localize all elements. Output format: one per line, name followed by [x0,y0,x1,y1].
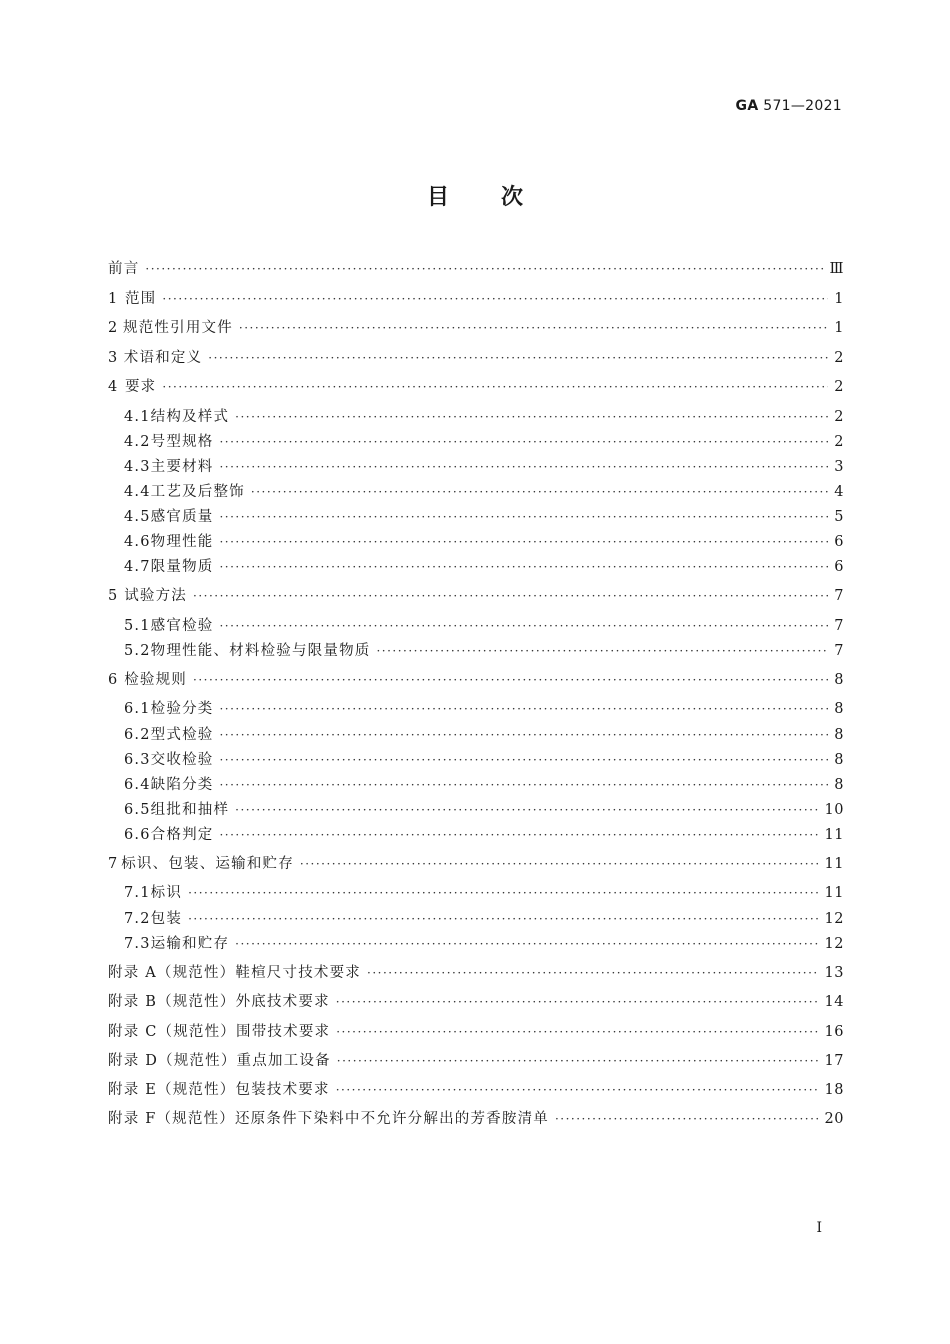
toc-leader-dots [336,1021,818,1043]
toc-entry-label: 检验分类 [150,701,214,717]
toc-entry-page: 6 [834,559,844,575]
toc-entry-number: 4 [108,379,119,395]
toc-leader-dots [193,669,828,691]
toc-entry[interactable] [124,698,844,720]
toc-leader-dots [188,908,818,930]
toc-entry-label: 感官检验 [150,618,214,634]
page-number: I [816,1220,822,1236]
toc-entry-page: 7 [834,618,844,634]
toc-entry[interactable] [108,962,844,984]
toc-entry-number: 6 [108,672,119,688]
toc-title-part2: 次 [501,185,524,210]
toc-entry-page: 7 [834,643,844,659]
toc-entry-label: 主要材料 [150,459,214,475]
toc-entry-label: 范围 [124,291,157,307]
toc-leader-dots [251,481,828,503]
toc-entry-page: 8 [834,752,844,768]
toc-leader-dots [555,1108,819,1130]
toc-entry-number: 4.3 [124,459,151,475]
toc-entry-page: 7 [834,588,844,604]
toc-leader-dots [235,799,818,821]
toc-entry[interactable] [108,585,844,607]
toc-entry[interactable] [124,640,844,662]
toc-leader-dots [193,585,828,607]
toc-entry-label: 缺陷分类 [150,777,214,793]
toc-entry[interactable] [124,799,844,821]
toc-entry-page: 2 [834,409,844,425]
toc-entry-number: 6.2 [124,727,151,743]
toc-entry-label: 限量物质 [150,559,214,575]
toc-entry-label: 规范性引用文件 [123,320,233,336]
toc-entry-number: 附录 C（规范性） [108,1024,237,1040]
toc-entry-number: 6.4 [124,777,151,793]
toc-entry-number: 5.1 [124,618,151,634]
toc-leader-dots [162,376,828,398]
toc-entry-label: 运输和贮存 [150,936,230,952]
toc-leader-dots [219,456,828,478]
toc-entry-page: 14 [824,994,844,1010]
toc-leader-dots [219,431,828,453]
toc-entry-label: 试验方法 [124,588,187,604]
toc-entry[interactable] [108,347,844,369]
toc-entry-number: 7 [108,856,119,872]
toc-entry-page: 12 [824,911,844,927]
toc-entry-page: 2 [834,434,844,450]
toc-leader-dots [300,853,819,875]
toc-entry-page: 10 [824,802,844,818]
toc-entry-page: 8 [834,701,844,717]
toc-entry-label: 术语和定义 [123,350,203,366]
toc-entry[interactable] [124,531,844,553]
toc-entry-label: 物理性能、材料检验与限量物质 [150,643,371,659]
toc-entry[interactable] [124,406,844,428]
toc-entry-number: 5.2 [124,643,151,659]
toc-entry-label: 还原条件下染料中不允许分解出的芳香胺清单 [234,1111,549,1127]
toc-entry[interactable] [108,669,844,691]
toc-leader-dots [219,749,828,771]
toc-entry-number: 4.7 [124,559,151,575]
toc-entry-number: 7.1 [124,885,151,901]
toc-entry[interactable] [124,749,844,771]
toc-leader-dots [188,882,818,904]
toc-entry[interactable] [124,774,844,796]
toc-entry-label: 型式检验 [150,727,214,743]
toc-entry[interactable] [108,1079,844,1101]
toc-entry-page: 6 [834,534,844,550]
toc-entry-label: 感官质量 [150,509,214,525]
toc-entry[interactable] [108,258,844,280]
toc-entry-number: 6.5 [124,802,151,818]
toc-entry-number: 5 [108,588,119,604]
toc-entry-page: 2 [834,350,844,366]
toc-entry[interactable] [124,824,844,846]
toc-entry-number: 4.5 [124,509,151,525]
toc-entry[interactable] [124,506,844,528]
toc-entry-number: 4.6 [124,534,151,550]
toc-leader-dots [376,640,828,662]
toc-leader-dots [219,824,818,846]
toc-entry-number: 6.3 [124,752,151,768]
toc-entry-number: 2 [108,320,119,336]
toc-entry[interactable] [124,933,844,955]
toc-title-part1: 目 [426,185,449,210]
toc-entry-label: 号型规格 [150,434,214,450]
toc-entry-number: 附录 B（规范性） [108,994,236,1010]
toc-entry-page: 20 [824,1111,844,1127]
toc-entry-page: 17 [824,1053,844,1069]
toc-entry-page: 3 [834,459,844,475]
toc-leader-dots [219,556,828,578]
toc-entry-label: 交收检验 [150,752,214,768]
toc-entry[interactable] [124,481,844,503]
toc-leader-dots [337,1050,819,1072]
toc-entry-label: 合格判定 [150,827,214,843]
toc-entry-number: 附录 F（规范性） [108,1111,235,1127]
toc-entry[interactable] [124,724,844,746]
toc-entry-page: 11 [824,827,844,843]
toc-leader-dots [235,406,828,428]
toc-entry-label: 结构及样式 [150,409,230,425]
toc-entry[interactable] [108,1021,844,1043]
toc-entry[interactable] [108,1050,844,1072]
toc-entry-label: 要求 [124,379,157,395]
toc-leader-dots [208,347,828,369]
toc-entry[interactable] [124,556,844,578]
toc-entry-page: 13 [824,965,844,981]
toc-entry-number: 4.2 [124,434,151,450]
toc-entry-number: 1 [108,291,119,307]
toc-entry[interactable] [124,431,844,453]
toc-entry-page: Ⅲ [829,261,844,277]
toc-entry-label: 检验规则 [124,672,187,688]
toc-entry-number: 4.1 [124,409,151,425]
toc-entry-page: 8 [834,672,844,688]
toc-entry-label: 前言 [108,261,140,277]
toc-entry-number: 附录 E（规范性） [108,1082,236,1098]
toc-entry-number: 附录 D（规范性） [108,1053,237,1069]
toc-entry-page: 16 [824,1024,844,1040]
toc-entry[interactable] [108,288,844,310]
toc-leader-dots [367,962,819,984]
toc-entry-label: 标识 [150,885,183,901]
toc-entry[interactable] [108,317,844,339]
toc-entry-label: 物理性能 [150,534,214,550]
toc-title [0,180,950,211]
toc-entry-label: 包装 [150,911,183,927]
toc-entry-page: 11 [824,856,844,872]
toc-entry[interactable] [124,456,844,478]
standard-code [736,98,842,114]
toc-entry-number: 6.1 [124,701,151,717]
toc-entry-page: 8 [834,777,844,793]
toc-leader-dots [219,774,828,796]
toc-entry-page: 18 [824,1082,844,1098]
toc-leader-dots [336,991,819,1013]
toc-entry-page: 1 [834,291,844,307]
toc-entry[interactable] [124,882,844,904]
toc-entry-number: 6.6 [124,827,151,843]
toc-entry-label: 包装技术要求 [235,1082,330,1098]
toc-entry-page: 1 [834,320,844,336]
toc-entry-label: 重点加工设备 [236,1053,331,1069]
toc-leader-dots [219,506,828,528]
toc-entry-page: 12 [824,936,844,952]
toc-entry[interactable] [124,908,844,930]
toc-leader-dots [235,933,818,955]
toc-entry-label: 标识、包装、运输和贮存 [121,856,294,872]
toc-entry-page: 8 [834,727,844,743]
standard-code-prefix: GA [735,98,759,114]
toc-entry-page: 2 [834,379,844,395]
toc-leader-dots [219,531,828,553]
toc-entry[interactable] [108,991,844,1013]
toc-entry-number: 附录 A（规范性） [108,965,236,981]
toc-leader-dots [219,724,828,746]
toc-leader-dots [162,288,828,310]
toc-entry[interactable] [124,615,844,637]
toc-entry-page: 4 [834,484,844,500]
toc-leader-dots [145,258,823,280]
toc-entry-number: 4.4 [124,484,151,500]
toc-entry-label: 外底技术要求 [235,994,330,1010]
toc-entry-number: 7.3 [124,936,151,952]
toc-entry-page: 11 [824,885,844,901]
toc-entry-label: 围带技术要求 [236,1024,331,1040]
toc-entry-label: 组批和抽样 [150,802,230,818]
toc-entry-number: 3 [108,350,119,366]
toc-entry[interactable] [108,376,844,398]
toc-leader-dots [219,698,828,720]
toc-entry-number: 7.2 [124,911,151,927]
toc-entry-label: 工艺及后整饰 [150,484,245,500]
toc-leader-dots [239,317,828,339]
toc-entry-label: 鞋楦尺寸技术要求 [235,965,361,981]
toc-entry-page: 5 [834,509,844,525]
toc-leader-dots [336,1079,819,1101]
toc-entry[interactable] [108,853,844,875]
toc-leader-dots [219,615,828,637]
standard-code-number: 571—2021 [763,98,842,114]
toc-entry[interactable] [108,1108,844,1130]
